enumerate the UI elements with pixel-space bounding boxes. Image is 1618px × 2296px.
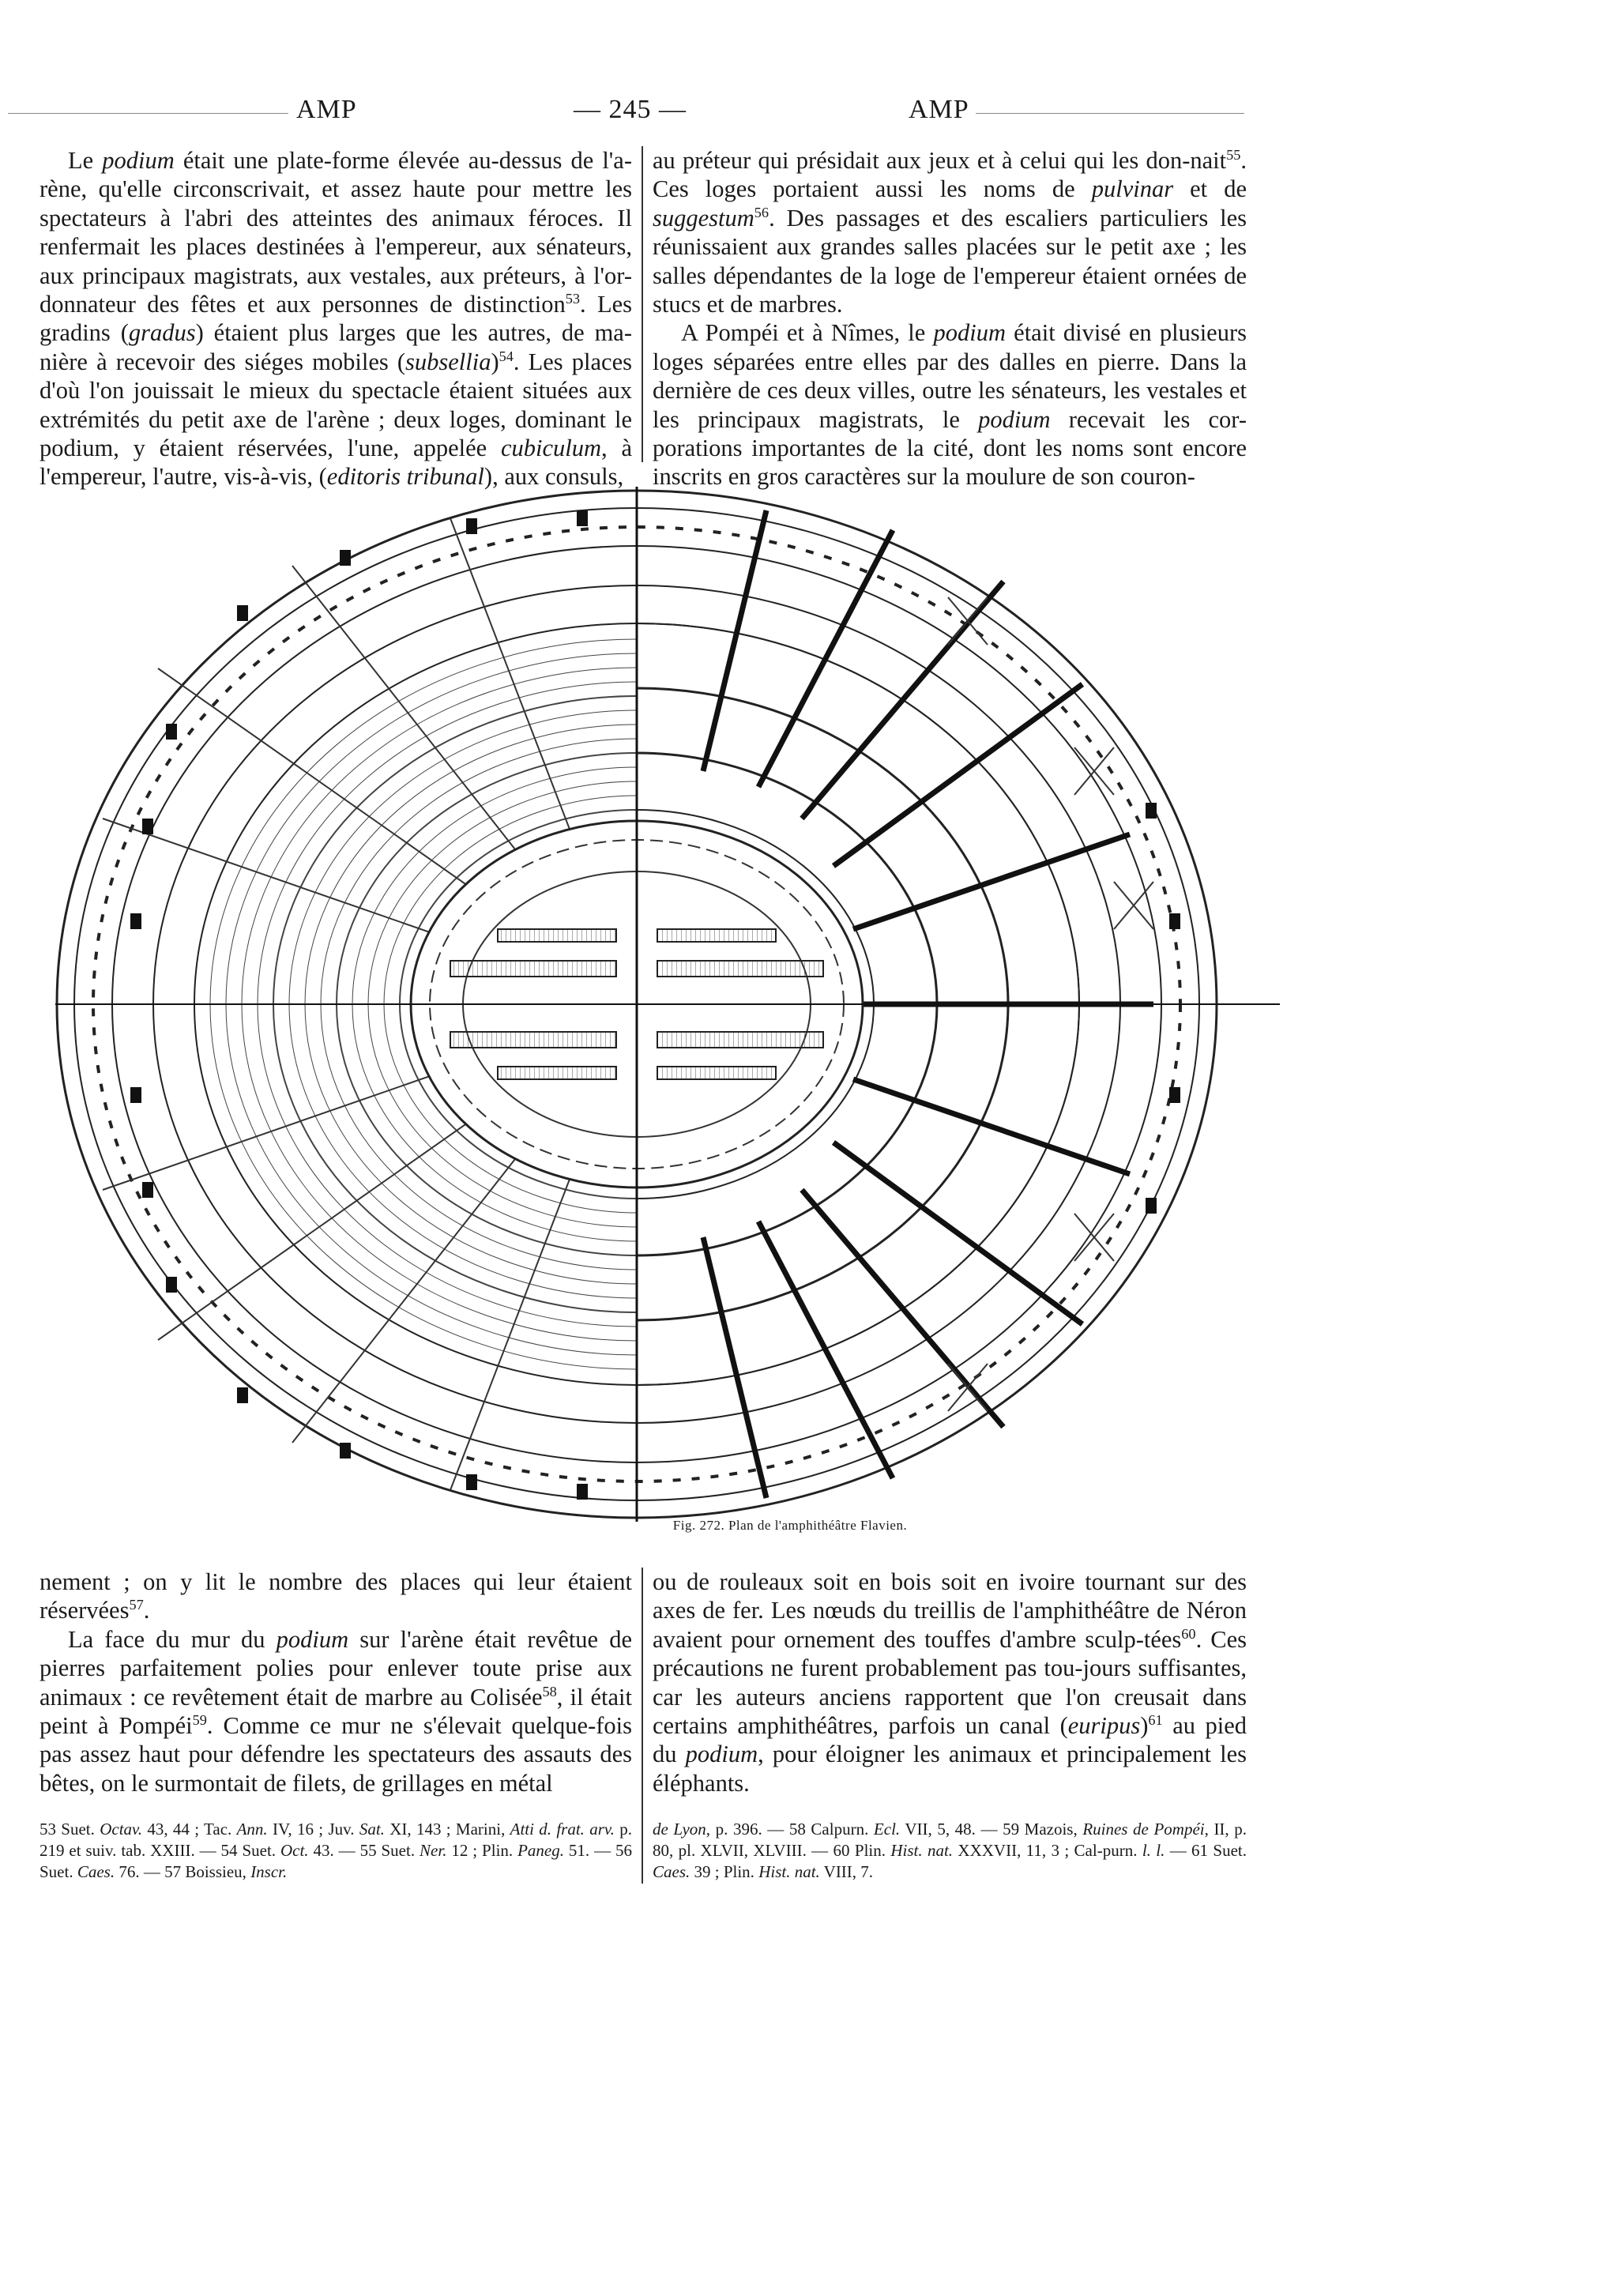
figure-caption: Fig. 272. Plan de l'amphithéâtre Flavien. bbox=[672, 1518, 908, 1533]
footnote-text: de Lyon, p. 396. — 58 Calpurn. Ecl. VII, 5, 48. — 59 Mazois, Ruines de Pompéi, II, p. 80, pl. XLVII, XLVIII. — 60 Plin. Hist. nat. XXXVII, 11, 3 ; Cal-purn. l. l. — 61 Suet. Caes. 39 ; Plin. Hist. nat. VIII, 7. bbox=[653, 1820, 1247, 1881]
column-divider bbox=[642, 1568, 643, 1884]
running-head-left: AMP bbox=[296, 95, 357, 124]
footnotes-left bbox=[40, 1819, 632, 1883]
amphitheatre-plan bbox=[55, 487, 1280, 1522]
header-rule-left bbox=[8, 113, 288, 114]
footnotes-right bbox=[653, 1819, 1247, 1883]
page-number: — 245 — bbox=[574, 95, 687, 124]
paragraph: au préteur qui présidait aux jeux et à celui qui les don-nait$^{55}$. Ces loges portaient aussi les noms de pulvinar et de suggestum$^{56}$. Des passages et des escaliers particuliers les réunissaient aux grandes salles placées sur le petit axe ; les salles dépendantes de la loge de l'empereur étaient ornées de stucs et de marbres. bbox=[653, 146, 1247, 318]
paragraph: A Pompéi et à Nîmes, le podium était divisé en plusieurs loges séparées entre elles par des dalles en pierre. Dans la dernière de ces deux villes, outre les sénateurs, les vestales et les principaux magistrats, le podium recevait les cor-porations importantes de la cité, dont les noms sont encore inscrits en gros caractères sur la moulure de son couron- bbox=[653, 319, 1247, 491]
paragraph: nement ; on y lit le nombre des places qui leur étaient réservées$^{57}$. bbox=[40, 1568, 632, 1624]
right-column-top bbox=[653, 146, 1247, 491]
footnote-text: 53 Suet. Octav. 43, 44 ; Tac. Ann. IV, 16 ; Juv. Sat. XI, 143 ; Marini, Atti d. frat. arv. p. 219 et suiv. tab. XXIII. — 54 Suet. Oct. 43. — 55 Suet. Ner. 12 ; Plin. Paneg. 51. — 56 Suet. Caes. 76. — 57 Boissieu, Inscr. bbox=[40, 1820, 632, 1881]
running-head-right: AMP bbox=[909, 95, 969, 124]
column-divider bbox=[642, 146, 643, 462]
header-rule-right bbox=[976, 113, 1244, 114]
paragraph: Le podium était une plate-forme élevée au-dessus de l'a-rène, qu'elle circonscrivait, et assez haute pour mettre les spectateurs à l'abri des atteintes des animaux féroces. Il renfermait les places destinées à l'empereur, aux sénateurs, aux principaux magistrats, aux vestales, aux préteurs, à l'or-donnateur des fêtes et aux personnes de distinction$^{53}$. Les gradins (gradus) étaient plus larges que les autres, de ma-nière à recevoir des siéges mobiles (subsellia)$^{54}$. Les places d'où l'on jouissait le mieux du spectacle étaient situées aux extrémités du petit axe de l'arène ; deux loges, dominant le podium, y étaient réservées, l'une, appelée cubiculum, à l'empereur, l'autre, vis-à-vis, (editoris tribunal), aux consuls, bbox=[40, 147, 632, 491]
left-column-top bbox=[40, 146, 632, 491]
plan-axes bbox=[55, 487, 1280, 1522]
left-column-bottom bbox=[40, 1568, 632, 1797]
paragraph: La face du mur du podium sur l'arène était revêtue de pierres parfaitement polies pour enlever toute prise aux animaux : ce revêtement était de marbre au Colisée$^{58}$, il était peint à Pompéi$^{59}$. Comme ce mur ne s'élevait quelque-fois pas assez haut pour défendre les spectateurs des assauts des bêtes, on le surmontait de filets, de grillages en métal bbox=[40, 1625, 633, 1797]
paragraph: ou de rouleaux soit en bois soit en ivoire tournant sur des axes de fer. Les nœuds du treillis de l'amphithéâtre de Néron avaient pour ornement des touffes d'ambre sculp-tées$^{60}$. Ces précautions ne furent probablement pas tou-jours suffisantes, car les auteurs anciens rapportent que l'on creusait dans certains amphithéâtres, parfois un canal (euripus)$^{61}$ au pied du podium, pour éloigner les animaux et principalement les éléphants. bbox=[653, 1568, 1247, 1797]
right-column-bottom bbox=[653, 1568, 1247, 1797]
